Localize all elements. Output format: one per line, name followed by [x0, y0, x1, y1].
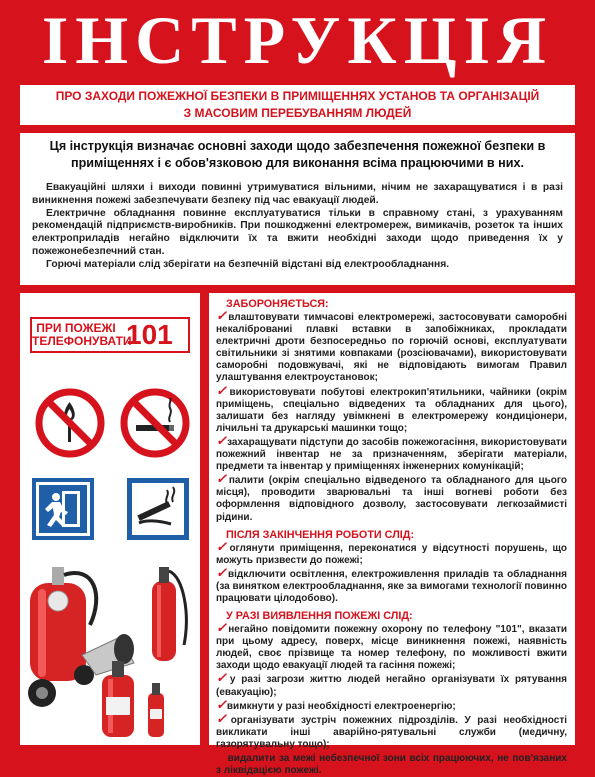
checkmark-icon: ✓ — [216, 432, 228, 448]
rule-item — [216, 310, 567, 385]
rule-text: влаштовувати тимчасові електромережі, застосовувати саморобні некаліброваниі плавкі вставки в запобіжниках, прокладати електричні дроти безпосередньо по горючій основі, експлуатувати світильники зі знятими ковпаками (розсіювачами), використовувати саморобні подовжувачі, які не відповідають вимогам Правил улаштування електроустановок; — [216, 312, 567, 384]
rule-item — [216, 382, 567, 435]
rule-item — [216, 751, 567, 777]
section-prohibited — [216, 298, 567, 524]
rule-text: видалити за межі небезпечної зони всіх працюючих, не пов'язаних з ліквідацією пожежі. — [216, 753, 567, 777]
subtitle-line-1: ПРО ЗАХОДИ ПОЖЕЖНОЇ БЕЗПЕКИ В ПРИМІЩЕННЯХ УСТАНОВ ТА ОРГАНІЗАЦІЙ — [55, 89, 540, 103]
fire-phone-label — [32, 321, 132, 348]
poster-subtitle — [20, 85, 575, 125]
rule-text: у разі загрози життю людей негайно організувати їх рятування (евакуацію); — [216, 674, 567, 698]
rule-item — [216, 710, 567, 751]
rule-text: оглянути приміщення, переконатися у відсутності порушень, що можуть призвести до пожежі; — [216, 542, 567, 566]
checkmark-icon: ✓ — [216, 696, 227, 712]
emergency-exit-icon — [32, 478, 94, 540]
rule-text: використовувати побутові електрокип'ятильники, чайники (окрім приміщень, спеціально відведених та обладнаних для цього), залишати без нагляду увімкнені в електромережу кондиціонери, лічильні та друкарські машинки тощо; — [216, 386, 567, 434]
checkmark-icon: ✓ — [216, 620, 229, 636]
fire-phone-label-line-1: ПРИ ПОЖЕЖІ — [36, 321, 116, 335]
poster-title: ІНСТРУКЦІЯ — [41, 1, 554, 78]
fire-phone-label-line-2: ТЕЛЕФОНУВАТИ — [32, 334, 132, 348]
no-smoking-icon — [120, 388, 190, 458]
checkmark-icon: ✓ — [216, 710, 231, 726]
fire-extinguishers-image — [24, 555, 196, 741]
rule-item — [216, 672, 567, 698]
section-heading: У РАЗІ ВИЯВЛЕННЯ ПОЖЕЖІ СЛІД: — [226, 610, 413, 623]
intro-paragraph-evacuation: Евакуаційні шляхи і виходи повинні утримуватися вільними, нічим не захаращуватися і в разі виникнення пожежі забезпечувати безпеку під час евакуації людей. — [32, 182, 563, 206]
rule-text: організувати зустріч пожежних підрозділів. У разі необхідності викликати інші аварійно-рятувальні служби (медичну, газорятувальну тощо); — [216, 714, 567, 750]
rule-item — [216, 696, 567, 713]
rule-item — [216, 622, 567, 672]
section-after-work — [216, 529, 567, 605]
fire-phone-number: 101 — [126, 319, 173, 350]
rules-panel — [209, 293, 575, 777]
section-heading: ПІСЛЯ ЗАКІНЧЕННЯ РОБОТИ СЛІД: — [226, 528, 415, 541]
rule-text: негайно повідомити пожежну охорону по телефону "101", вказати при цьому адресу, поверх, місце виникнення пожежі, наявність людей, своє прізвище та номер телефону, по можливості вжити заходи щодо евакуації людей та гасіння пожежі; — [216, 624, 567, 672]
rule-item — [216, 432, 567, 473]
checkmark-icon: ✓ — [216, 670, 230, 686]
section-heading: ЗАБОРОНЯЄТЬСЯ: — [226, 298, 329, 310]
rule-text: палити (окрім спеціально відведеного та обладнаного для цього місця), проводити зварювальні та інші вогневі роботи без оформлення відповідного дозволу, застосовувати легкозаймисті рідини. — [216, 475, 567, 523]
intro-paragraph-flammables: Горючі матеріали слід зберігати на безпечній відстані від електрообладнання. — [46, 258, 450, 270]
signs-panel — [20, 293, 200, 745]
rule-item — [216, 564, 567, 605]
checkmark-icon: ✓ — [216, 564, 228, 580]
rule-text: захаращувати підступи до засобів пожежогасіння, використовувати пожежний інвентар не за призначенням, зберігати матеріали, предмети та інвентар у приміщеннях інженерних комунікацій; — [216, 436, 567, 473]
subtitle-line-2: З МАСОВИМ ПЕРЕБУВАННЯМ ЛЮДЕЙ — [183, 106, 412, 120]
rule-item — [216, 538, 567, 567]
checkmark-icon: ✓ — [216, 538, 230, 554]
checkmark-icon: ✓ — [216, 471, 229, 487]
intro-paragraph-electrical: Електричне обладнання повинне експлуатуватися тільки в справному стані, з урахуванням рекомендацій підприємств-виробників. При пошкодженні електромереж, вимикачів, розеток та інших електроприладів негайно відключити їх та вжити необхідні заходи щодо приведення їх у пожежонебезпечний стан. — [32, 207, 563, 257]
checkmark-icon: ✓ — [216, 382, 230, 398]
smoking-area-icon — [127, 478, 189, 540]
checkmark-icon: ✓ — [216, 308, 229, 323]
rule-text: вимкнути у разі необхідності електроенергію; — [226, 700, 456, 712]
fire-phone-box — [30, 317, 190, 353]
section-fire-detected — [216, 610, 567, 777]
rule-item — [216, 473, 567, 523]
intro-panel — [20, 133, 575, 285]
intro-lead: Ця інструкція визначає основні заходи щодо забезпечення пожежної безпеки в приміщеннях і є обов'язковою для виконання всіма працюючими в них. — [49, 139, 546, 170]
rule-text: відключити освітлення, електроживлення приладів та обладнання (за винятком електрообладнання, яке за вимогами технології повинно працювати цілодобово). — [216, 568, 567, 604]
checkmark-icon: ✓ — [216, 749, 228, 764]
no-open-flame-icon — [35, 388, 105, 458]
